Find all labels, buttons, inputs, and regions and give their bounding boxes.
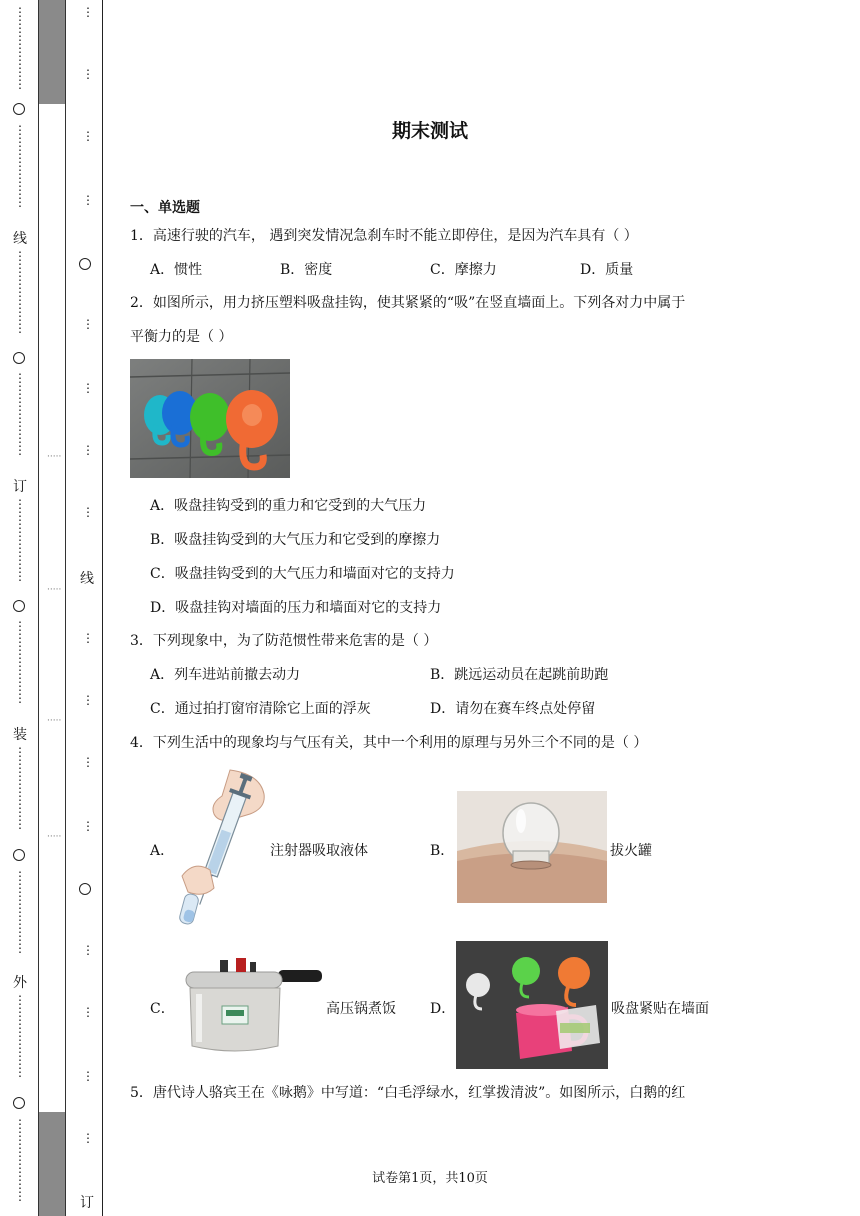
question-4-text: 4．下列生活中的现象均与气压有关，其中一个利用的原理与另外三个不同的是（ ） (130, 735, 648, 751)
q1-option-a: A．惯性 (150, 262, 203, 278)
inner-label-ding: 订 (80, 1195, 94, 1211)
page-footer: 试卷第1页，共10页 (372, 1171, 488, 1186)
dotted-line: ⋮ (82, 1131, 94, 1145)
margin-label-xian: 线 (13, 231, 27, 247)
question-2-line-1: 2．如图所示，用力挤压塑料吸盘挂钩，使其紧紧的“吸”在竖直墙面上。下列各对力中属于 (130, 295, 686, 311)
dotted-line: ⋮ ⋮ ⋮ ⋮ ⋮ ⋮ ⋮ (14, 123, 26, 209)
binding-bar-bottom-block (39, 1112, 65, 1216)
dotted-line: ⋮ (82, 5, 94, 19)
binding-margin-inner (64, 0, 103, 1216)
faint-mark: ····· (47, 716, 62, 726)
dotted-line: ⋮ (82, 129, 94, 143)
dotted-line: ⋮ ⋮ ⋮ ⋮ ⋮ ⋮ ⋮ (14, 5, 26, 91)
margin-label-ding: 订 (13, 479, 27, 495)
binding-circle-icon (13, 600, 25, 612)
dotted-line: ⋮ (82, 1005, 94, 1019)
dotted-line: ⋮ ⋮ ⋮ ⋮ ⋮ ⋮ ⋮ (14, 869, 26, 955)
dotted-line: ⋮ (82, 381, 94, 395)
q1-option-c: C．摩擦力 (430, 262, 497, 278)
binding-circle-icon (79, 883, 91, 895)
margin-label-zhuang: 装 (13, 727, 27, 743)
dotted-line: ⋮ ⋮ ⋮ ⋮ ⋮ ⋮ ⋮ (14, 371, 26, 457)
pressure-cooker-image (176, 954, 324, 1056)
q4-option-a-letter: A． (150, 843, 175, 859)
dotted-line: ⋮ ⋮ ⋮ ⋮ ⋮ ⋮ ⋮ (14, 497, 26, 583)
q4-option-b-caption: 拔火罐 (610, 843, 652, 859)
dotted-line: ⋮ (82, 193, 94, 207)
dotted-line: ⋮ (82, 505, 94, 519)
dotted-line: ⋮ (82, 631, 94, 645)
q4-option-c-letter: C． (150, 1001, 175, 1017)
dotted-line: ⋮ ⋮ ⋮ ⋮ ⋮ ⋮ ⋮ (14, 1117, 26, 1203)
q4-option-a-caption: 注射器吸取液体 (270, 843, 368, 859)
binding-bar (38, 0, 66, 1216)
q4-option-d-letter: D． (430, 1001, 456, 1017)
question-2-line-2: 平衡力的是（ ） (130, 329, 233, 345)
binding-bar-top-block (39, 0, 65, 104)
binding-circle-icon (13, 103, 25, 115)
dotted-line: ⋮ ⋮ ⋮ ⋮ ⋮ ⋮ ⋮ (14, 993, 26, 1079)
dotted-line: ⋮ (82, 819, 94, 833)
q1-option-d: D．质量 (580, 262, 634, 278)
binding-circle-icon (79, 258, 91, 270)
dotted-line: ⋮ ⋮ ⋮ ⋮ ⋮ ⋮ ⋮ (14, 745, 26, 831)
dotted-line: ⋮ (82, 943, 94, 957)
binding-circle-icon (13, 849, 25, 861)
dotted-line: ⋮ (82, 693, 94, 707)
q1-option-b: B．密度 (280, 262, 333, 278)
cupping-jar-image (457, 791, 607, 903)
faint-mark: ····· (47, 585, 62, 595)
q2-option-d: D．吸盘挂钩对墙面的压力和墙面对它的支持力 (150, 600, 442, 616)
faint-mark: ····· (47, 832, 62, 842)
binding-margin-outer (0, 0, 38, 1216)
dotted-line: ⋮ (82, 1069, 94, 1083)
dotted-line: ⋮ (82, 67, 94, 81)
q3-option-b: B．跳远运动员在起跳前助跑 (430, 667, 609, 683)
inner-label-xian: 线 (80, 571, 94, 587)
faint-mark: ····· (47, 452, 62, 462)
dotted-line: ⋮ ⋮ ⋮ ⋮ ⋮ ⋮ ⋮ (14, 249, 26, 335)
q2-option-b: B．吸盘挂钩受到的大气压力和它受到的摩擦力 (150, 532, 441, 548)
question-5-text: 5．唐代诗人骆宾王在《咏鹅》中写道：“白毛浮绿水，红掌拨清波”。如图所示，白鹅的红 (130, 1085, 686, 1101)
q4-option-c-caption: 高压锅煮饭 (326, 1001, 396, 1017)
dotted-line: ⋮ (82, 755, 94, 769)
q2-option-c: C．吸盘挂钩受到的大气压力和墙面对它的支持力 (150, 566, 455, 582)
q3-option-a: A．列车进站前撤去动力 (150, 667, 301, 683)
q4-option-b-letter: B． (430, 843, 455, 859)
dotted-line: ⋮ (82, 317, 94, 331)
q3-option-c: C．通过拍打窗帘清除它上面的浮灰 (150, 701, 371, 717)
page-title: 期末测试 (391, 120, 468, 142)
margin-label-wai: 外 (13, 975, 27, 991)
suction-hooks-image (130, 359, 290, 478)
syringe-image (172, 766, 268, 930)
q3-option-d: D．请勿在赛车终点处停留 (430, 701, 596, 717)
q4-option-d-caption: 吸盘紧贴在墙面 (611, 1001, 709, 1017)
dotted-line: ⋮ ⋮ ⋮ ⋮ ⋮ ⋮ ⋮ (14, 619, 26, 705)
question-1-text: 1．高速行驶的汽车， 遇到突发情况急刹车时不能立即停住，是因为汽车具有（ ） (130, 228, 638, 244)
suction-hook-cup-image (456, 941, 608, 1069)
dotted-line: ⋮ (82, 443, 94, 457)
section-heading: 一、单选题 (130, 200, 200, 216)
binding-circle-icon (13, 1097, 25, 1109)
question-3-text: 3．下列现象中，为了防范惯性带来危害的是（ ） (130, 633, 438, 649)
binding-circle-icon (13, 352, 25, 364)
q2-option-a: A．吸盘挂钩受到的重力和它受到的大气压力 (150, 498, 427, 514)
